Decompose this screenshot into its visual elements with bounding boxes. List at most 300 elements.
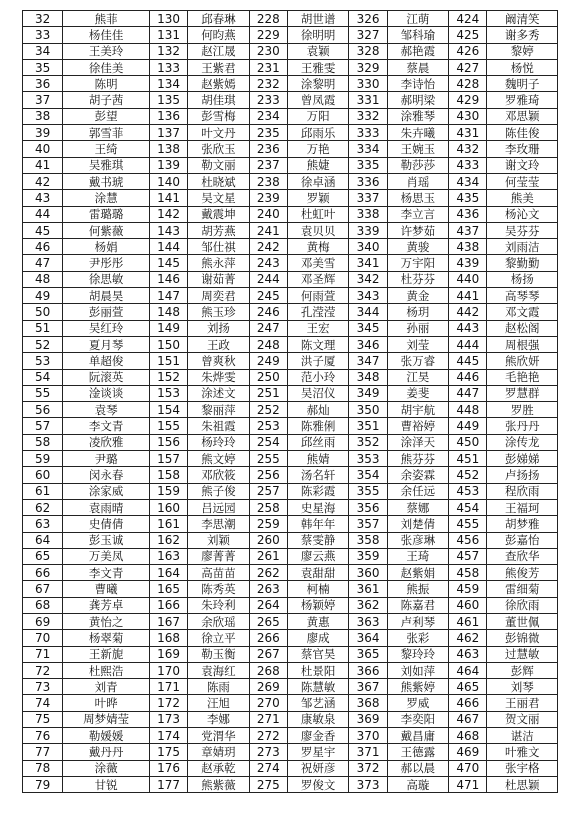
row-number-cell: 243 xyxy=(249,255,287,271)
row-number-cell: 326 xyxy=(349,11,387,27)
student-name-cell: 熊婕 xyxy=(287,157,348,173)
student-name-cell: 王新旎 xyxy=(63,646,150,662)
row-number-cell: 357 xyxy=(349,516,387,532)
row-number-cell: 358 xyxy=(349,532,387,548)
row-number-cell: 434 xyxy=(449,173,487,189)
row-number-cell: 426 xyxy=(449,43,487,59)
student-name-cell: 甘锐 xyxy=(63,776,150,792)
row-number-cell: 270 xyxy=(249,695,287,711)
student-name-cell: 黎勤勤 xyxy=(487,255,558,271)
row-number-cell: 153 xyxy=(149,385,187,401)
student-name-cell: 夏月琴 xyxy=(63,336,150,352)
student-name-cell: 赵松阁 xyxy=(487,320,558,336)
row-number-cell: 255 xyxy=(249,451,287,467)
student-name-cell: 罗雅琦 xyxy=(487,92,558,108)
row-number-cell: 32 xyxy=(23,11,63,27)
student-name-cell: 陈佳俊 xyxy=(487,125,558,141)
row-number-cell: 248 xyxy=(249,336,287,352)
row-number-cell: 439 xyxy=(449,255,487,271)
row-number-cell: 160 xyxy=(149,499,187,515)
row-number-cell: 241 xyxy=(249,222,287,238)
row-number-cell: 431 xyxy=(449,125,487,141)
student-name-cell: 雷璐璐 xyxy=(63,206,150,222)
student-name-cell: 阚清笑 xyxy=(487,11,558,27)
student-name-cell: 涂薇 xyxy=(63,760,150,776)
table-row xyxy=(23,27,558,43)
student-name-cell: 周根强 xyxy=(487,336,558,352)
row-number-cell: 67 xyxy=(23,581,63,597)
student-name-cell: 黄金 xyxy=(387,288,448,304)
row-number-cell: 155 xyxy=(149,418,187,434)
student-name-cell: 淦谈谈 xyxy=(63,385,150,401)
table-row xyxy=(23,548,558,564)
table-row xyxy=(23,353,558,369)
student-name-cell: 邹科瑜 xyxy=(387,27,448,43)
row-number-cell: 55 xyxy=(23,385,63,401)
student-name-cell: 王紫君 xyxy=(188,59,249,75)
student-name-cell: 李娜 xyxy=(188,711,249,727)
student-name-cell: 彭雪梅 xyxy=(188,108,249,124)
student-name-cell: 刘如萍 xyxy=(387,662,448,678)
student-name-cell: 熊玉珍 xyxy=(188,304,249,320)
student-name-cell: 杨沁文 xyxy=(487,206,558,222)
student-name-cell: 徐卓涵 xyxy=(287,173,348,189)
student-name-cell: 涂家威 xyxy=(63,483,150,499)
student-name-cell: 邓欣筱 xyxy=(188,467,249,483)
student-name-cell: 胡芳燕 xyxy=(188,222,249,238)
row-number-cell: 147 xyxy=(149,288,187,304)
row-number-cell: 157 xyxy=(149,451,187,467)
row-number-cell: 443 xyxy=(449,320,487,336)
row-number-cell: 242 xyxy=(249,239,287,255)
student-name-cell: 曾爽秋 xyxy=(188,353,249,369)
student-name-cell: 曹曦 xyxy=(63,581,150,597)
row-number-cell: 334 xyxy=(349,141,387,157)
row-number-cell: 52 xyxy=(23,336,63,352)
row-number-cell: 230 xyxy=(249,43,287,59)
student-name-cell: 黄惠 xyxy=(287,613,348,629)
student-name-cell: 邱春琳 xyxy=(188,11,249,27)
row-number-cell: 251 xyxy=(249,385,287,401)
row-number-cell: 346 xyxy=(349,336,387,352)
student-name-cell: 董世佩 xyxy=(487,613,558,629)
student-name-cell: 张宇格 xyxy=(487,760,558,776)
student-name-cell: 徐立平 xyxy=(188,630,249,646)
row-number-cell: 137 xyxy=(149,125,187,141)
row-number-cell: 462 xyxy=(449,630,487,646)
row-number-cell: 335 xyxy=(349,157,387,173)
row-number-cell: 339 xyxy=(349,222,387,238)
row-number-cell: 46 xyxy=(23,239,63,255)
row-number-cell: 428 xyxy=(449,76,487,92)
table-row xyxy=(23,173,558,189)
student-name-cell: 刘楚倩 xyxy=(387,516,448,532)
student-name-cell: 江萌 xyxy=(387,11,448,27)
row-number-cell: 246 xyxy=(249,304,287,320)
table-row xyxy=(23,532,558,548)
row-number-cell: 240 xyxy=(249,206,287,222)
table-row xyxy=(23,434,558,450)
student-name-cell: 曾凤霞 xyxy=(287,92,348,108)
row-number-cell: 59 xyxy=(23,451,63,467)
row-number-cell: 351 xyxy=(349,418,387,434)
student-name-cell: 彭玉诚 xyxy=(63,532,150,548)
row-number-cell: 37 xyxy=(23,92,63,108)
row-number-cell: 354 xyxy=(349,467,387,483)
row-number-cell: 72 xyxy=(23,662,63,678)
row-number-cell: 337 xyxy=(349,190,387,206)
row-number-cell: 430 xyxy=(449,108,487,124)
student-name-cell: 肖瑶 xyxy=(387,173,448,189)
student-name-cell: 罗胜 xyxy=(487,402,558,418)
row-number-cell: 369 xyxy=(349,711,387,727)
row-number-cell: 442 xyxy=(449,304,487,320)
student-name-cell: 胡梦雅 xyxy=(487,516,558,532)
row-number-cell: 435 xyxy=(449,190,487,206)
student-name-cell: 杜景阳 xyxy=(287,662,348,678)
row-number-cell: 145 xyxy=(149,255,187,271)
row-number-cell: 51 xyxy=(23,320,63,336)
row-number-cell: 445 xyxy=(449,353,487,369)
student-name-cell: 过慧敏 xyxy=(487,646,558,662)
student-name-cell: 尹璐 xyxy=(63,451,150,467)
row-number-cell: 49 xyxy=(23,288,63,304)
student-name-cell: 吴雅琪 xyxy=(63,157,150,173)
row-number-cell: 353 xyxy=(349,451,387,467)
student-name-cell: 余任远 xyxy=(387,483,448,499)
row-number-cell: 348 xyxy=(349,369,387,385)
student-name-cell: 袁颖 xyxy=(287,43,348,59)
student-name-cell: 杨娟 xyxy=(63,239,150,255)
row-number-cell: 235 xyxy=(249,125,287,141)
student-name-cell: 叶雅文 xyxy=(487,744,558,760)
row-number-cell: 63 xyxy=(23,516,63,532)
table-row xyxy=(23,190,558,206)
table-row xyxy=(23,76,558,92)
table-row xyxy=(23,43,558,59)
table-row xyxy=(23,646,558,662)
student-name-cell: 祝妍彦 xyxy=(287,760,348,776)
row-number-cell: 336 xyxy=(349,173,387,189)
table-row xyxy=(23,679,558,695)
student-name-cell: 史星海 xyxy=(287,499,348,515)
student-name-cell: 杨佳佳 xyxy=(63,27,150,43)
row-number-cell: 332 xyxy=(349,108,387,124)
row-number-cell: 438 xyxy=(449,239,487,255)
student-name-cell: 杨悦 xyxy=(487,59,558,75)
row-number-cell: 259 xyxy=(249,516,287,532)
student-name-cell: 罗威 xyxy=(387,695,448,711)
student-name-cell: 郝灿 xyxy=(287,402,348,418)
row-number-cell: 134 xyxy=(149,76,187,92)
student-name-cell: 万宇阳 xyxy=(387,255,448,271)
row-number-cell: 171 xyxy=(149,679,187,695)
student-name-cell: 袁海红 xyxy=(188,662,249,678)
row-number-cell: 359 xyxy=(349,548,387,564)
student-name-cell: 孔滢滢 xyxy=(287,304,348,320)
row-number-cell: 469 xyxy=(449,744,487,760)
student-name-cell: 勒媛媛 xyxy=(63,728,150,744)
student-name-cell: 黎丽萍 xyxy=(188,402,249,418)
row-number-cell: 154 xyxy=(149,402,187,418)
student-name-cell: 柯楠 xyxy=(287,581,348,597)
row-number-cell: 48 xyxy=(23,271,63,287)
row-number-cell: 275 xyxy=(249,776,287,792)
row-number-cell: 142 xyxy=(149,206,187,222)
row-number-cell: 232 xyxy=(249,76,287,92)
student-name-cell: 何雨萱 xyxy=(287,288,348,304)
student-name-cell: 阮滚英 xyxy=(63,369,150,385)
roster-body xyxy=(23,11,558,793)
student-name-cell: 涂传龙 xyxy=(487,434,558,450)
row-number-cell: 34 xyxy=(23,43,63,59)
table-row xyxy=(23,776,558,792)
student-name-cell: 彭嘉怡 xyxy=(487,532,558,548)
student-name-cell: 杜熙浩 xyxy=(63,662,150,678)
row-number-cell: 47 xyxy=(23,255,63,271)
table-row xyxy=(23,516,558,532)
student-name-cell: 郝艳霞 xyxy=(387,43,448,59)
row-number-cell: 139 xyxy=(149,157,187,173)
row-number-cell: 455 xyxy=(449,516,487,532)
row-number-cell: 35 xyxy=(23,59,63,75)
row-number-cell: 60 xyxy=(23,467,63,483)
student-name-cell: 彭辉 xyxy=(487,662,558,678)
table-row xyxy=(23,271,558,287)
student-name-cell: 万阳 xyxy=(287,108,348,124)
row-number-cell: 350 xyxy=(349,402,387,418)
student-name-cell: 赵江晟 xyxy=(188,43,249,59)
student-name-cell: 徐佳美 xyxy=(63,59,150,75)
row-number-cell: 427 xyxy=(449,59,487,75)
student-name-cell: 胡子茜 xyxy=(63,92,150,108)
row-number-cell: 465 xyxy=(449,679,487,695)
student-name-cell: 杨翠菊 xyxy=(63,630,150,646)
student-name-cell: 陈文理 xyxy=(287,336,348,352)
row-number-cell: 356 xyxy=(349,499,387,515)
student-name-cell: 叶文丹 xyxy=(188,125,249,141)
row-number-cell: 239 xyxy=(249,190,287,206)
student-name-cell: 熊欣妍 xyxy=(487,353,558,369)
row-number-cell: 65 xyxy=(23,548,63,564)
table-row xyxy=(23,695,558,711)
student-name-cell: 谢茹菁 xyxy=(188,271,249,287)
row-number-cell: 345 xyxy=(349,320,387,336)
table-row xyxy=(23,613,558,629)
student-name-cell: 龚芳卓 xyxy=(63,597,150,613)
row-number-cell: 174 xyxy=(149,728,187,744)
student-name-cell: 闵永春 xyxy=(63,467,150,483)
row-number-cell: 444 xyxy=(449,336,487,352)
row-number-cell: 256 xyxy=(249,467,287,483)
row-number-cell: 168 xyxy=(149,630,187,646)
student-name-cell: 张万睿 xyxy=(387,353,448,369)
student-name-cell: 熊俊芳 xyxy=(487,565,558,581)
student-name-cell: 徐明明 xyxy=(287,27,348,43)
row-number-cell: 57 xyxy=(23,418,63,434)
row-number-cell: 64 xyxy=(23,532,63,548)
row-number-cell: 466 xyxy=(449,695,487,711)
table-row xyxy=(23,662,558,678)
student-name-cell: 李诗怡 xyxy=(387,76,448,92)
student-name-cell: 杨扬 xyxy=(487,271,558,287)
student-name-cell: 高璇 xyxy=(387,776,448,792)
student-name-cell: 毛艳艳 xyxy=(487,369,558,385)
row-number-cell: 355 xyxy=(349,483,387,499)
row-number-cell: 159 xyxy=(149,483,187,499)
table-row xyxy=(23,11,558,27)
table-row xyxy=(23,760,558,776)
student-name-cell: 朱祖霞 xyxy=(188,418,249,434)
row-number-cell: 352 xyxy=(349,434,387,450)
student-name-cell: 万美凤 xyxy=(63,548,150,564)
table-row xyxy=(23,418,558,434)
row-number-cell: 36 xyxy=(23,76,63,92)
row-number-cell: 457 xyxy=(449,548,487,564)
student-name-cell: 熊紫婷 xyxy=(387,679,448,695)
row-number-cell: 41 xyxy=(23,157,63,173)
student-name-cell: 吴文星 xyxy=(188,190,249,206)
row-number-cell: 330 xyxy=(349,76,387,92)
row-number-cell: 228 xyxy=(249,11,287,27)
student-name-cell: 邱雨乐 xyxy=(287,125,348,141)
student-name-cell: 范小玲 xyxy=(287,369,348,385)
student-name-cell: 勒文丽 xyxy=(188,157,249,173)
student-name-cell: 李玫珊 xyxy=(487,141,558,157)
student-name-cell: 刘青 xyxy=(63,679,150,695)
row-number-cell: 135 xyxy=(149,92,187,108)
row-number-cell: 436 xyxy=(449,206,487,222)
table-row xyxy=(23,711,558,727)
row-number-cell: 252 xyxy=(249,402,287,418)
student-name-cell: 程欣雨 xyxy=(487,483,558,499)
student-name-cell: 袁甜甜 xyxy=(287,565,348,581)
student-name-cell: 袁雨晴 xyxy=(63,499,150,515)
student-name-cell: 熊子俊 xyxy=(188,483,249,499)
student-name-cell: 熊永萍 xyxy=(188,255,249,271)
student-name-cell: 孙丽 xyxy=(387,320,448,336)
student-name-cell: 陈雨 xyxy=(188,679,249,695)
row-number-cell: 40 xyxy=(23,141,63,157)
row-number-cell: 470 xyxy=(449,760,487,776)
student-name-cell: 戴震坤 xyxy=(188,206,249,222)
student-name-cell: 邓思颖 xyxy=(487,108,558,124)
table-row xyxy=(23,59,558,75)
row-number-cell: 62 xyxy=(23,499,63,515)
row-number-cell: 152 xyxy=(149,369,187,385)
student-name-cell: 廖金香 xyxy=(287,728,348,744)
table-row xyxy=(23,565,558,581)
student-name-cell: 杜芬芬 xyxy=(387,271,448,287)
student-name-cell: 刘莹 xyxy=(387,336,448,352)
row-number-cell: 344 xyxy=(349,304,387,320)
student-name-cell: 胡宇航 xyxy=(387,402,448,418)
student-name-cell: 戴昌庸 xyxy=(387,728,448,744)
row-number-cell: 175 xyxy=(149,744,187,760)
row-number-cell: 446 xyxy=(449,369,487,385)
student-name-cell: 邓文霞 xyxy=(487,304,558,320)
row-number-cell: 440 xyxy=(449,271,487,287)
student-name-cell: 张丹丹 xyxy=(487,418,558,434)
row-number-cell: 166 xyxy=(149,597,187,613)
student-name-cell: 黎玲玲 xyxy=(387,646,448,662)
row-number-cell: 261 xyxy=(249,548,287,564)
row-number-cell: 144 xyxy=(149,239,187,255)
row-number-cell: 44 xyxy=(23,206,63,222)
student-name-cell: 袁贝贝 xyxy=(287,222,348,238)
student-name-cell: 查欣华 xyxy=(487,548,558,564)
student-name-cell: 陈雅俐 xyxy=(287,418,348,434)
student-name-cell: 袁琴 xyxy=(63,402,150,418)
row-number-cell: 161 xyxy=(149,516,187,532)
student-name-cell: 彭丽萱 xyxy=(63,304,150,320)
row-number-cell: 156 xyxy=(149,434,187,450)
table-row xyxy=(23,255,558,271)
student-name-cell: 熊振 xyxy=(387,581,448,597)
student-name-cell: 彭望 xyxy=(63,108,150,124)
row-number-cell: 229 xyxy=(249,27,287,43)
row-number-cell: 333 xyxy=(349,125,387,141)
student-name-cell: 陈慧敏 xyxy=(287,679,348,695)
student-name-cell: 邓美雪 xyxy=(287,255,348,271)
student-name-cell: 罗颖 xyxy=(287,190,348,206)
row-number-cell: 260 xyxy=(249,532,287,548)
row-number-cell: 56 xyxy=(23,402,63,418)
row-number-cell: 456 xyxy=(449,532,487,548)
student-name-cell: 刘琴 xyxy=(487,679,558,695)
table-row xyxy=(23,157,558,173)
student-name-cell: 党渭华 xyxy=(188,728,249,744)
student-name-cell: 郭雪菲 xyxy=(63,125,150,141)
student-name-cell: 陈嘉君 xyxy=(387,597,448,613)
row-number-cell: 254 xyxy=(249,434,287,450)
row-number-cell: 372 xyxy=(349,760,387,776)
student-name-cell: 谢文玲 xyxy=(487,157,558,173)
row-number-cell: 463 xyxy=(449,646,487,662)
student-name-cell: 黄怡之 xyxy=(63,613,150,629)
student-name-cell: 康敏泉 xyxy=(287,711,348,727)
student-name-cell: 何紫薇 xyxy=(63,222,150,238)
row-number-cell: 75 xyxy=(23,711,63,727)
student-name-cell: 赵承乾 xyxy=(188,760,249,776)
row-number-cell: 338 xyxy=(349,206,387,222)
row-number-cell: 78 xyxy=(23,760,63,776)
row-number-cell: 148 xyxy=(149,304,187,320)
student-name-cell: 万艳 xyxy=(287,141,348,157)
student-name-cell: 王政 xyxy=(188,336,249,352)
row-number-cell: 245 xyxy=(249,288,287,304)
row-number-cell: 467 xyxy=(449,711,487,727)
row-number-cell: 165 xyxy=(149,581,187,597)
roster-table xyxy=(22,10,558,793)
student-name-cell: 章婧玥 xyxy=(188,744,249,760)
student-name-cell: 曹裕婷 xyxy=(387,418,448,434)
row-number-cell: 43 xyxy=(23,190,63,206)
row-number-cell: 451 xyxy=(449,451,487,467)
row-number-cell: 133 xyxy=(149,59,187,75)
row-number-cell: 471 xyxy=(449,776,487,792)
row-number-cell: 424 xyxy=(449,11,487,27)
row-number-cell: 468 xyxy=(449,728,487,744)
row-number-cell: 364 xyxy=(349,630,387,646)
table-row xyxy=(23,239,558,255)
row-number-cell: 433 xyxy=(449,157,487,173)
student-name-cell: 熊婧 xyxy=(287,451,348,467)
row-number-cell: 158 xyxy=(149,467,187,483)
student-name-cell: 王雅雯 xyxy=(287,59,348,75)
row-number-cell: 342 xyxy=(349,271,387,287)
row-number-cell: 327 xyxy=(349,27,387,43)
